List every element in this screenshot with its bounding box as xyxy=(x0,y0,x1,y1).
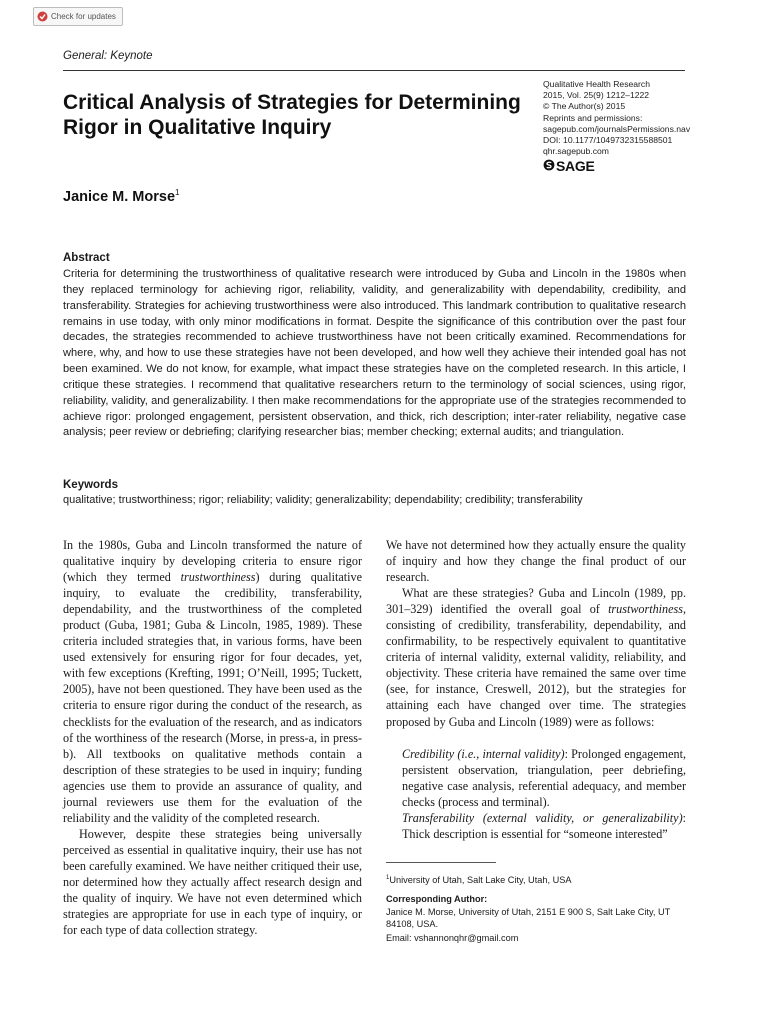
journal-doi[interactable]: DOI: 10.1177/1049732315588501 xyxy=(543,135,673,146)
text-run: , consisting of credibility, transferability, dependability, and confirmability, to be respectively equivalent to quantitative criteria of internal validity, external validity, reliability, and objectivity. These criteria have remained the same over time (see, for instance, Creswell, 2012), but the strategies for attaining each have changed over time. The strategies proposed by Guba and Lincoln (1989) were as follows: xyxy=(386,602,686,729)
article-title: Critical Analysis of Strategies for Determining Rigor in Qualitative Inquiry xyxy=(63,91,521,139)
body-paragraph: However, despite these strategies being universally perceived as essential in qualitative inquiry, their use has not been carefully examined. We have neither critiqued their use, nor determined how they actually affect research design and the quality of inquiry. We have not even determined which strategies are appropriate for use in each type of inquiry, or for each type of data collection strategy. xyxy=(63,826,362,938)
quote-credibility xyxy=(402,746,686,810)
emphasis: trustworthiness xyxy=(608,602,683,617)
corresponding-author-text: Janice M. Morse, University of Utah, 2151 E 900 S, Salt Lake City, UT 84108, USA. xyxy=(386,907,671,930)
body-paragraph xyxy=(63,537,362,826)
body-column-left xyxy=(63,537,362,938)
emphasis: Credibility (i.e., internal validity) xyxy=(402,746,565,761)
journal-info xyxy=(543,79,743,157)
sage-logo xyxy=(543,158,594,174)
sage-icon xyxy=(543,158,555,174)
sage-wordmark: SAGE xyxy=(556,158,595,174)
journal-name: Qualitative Health Research xyxy=(543,79,650,89)
text-run: ) during qualitative inquiry, to evaluate the credibility, transferability, dependability, and the trustworthiness of the completed product (Guba, 1981; Guba & Lincoln, 1985, 1989). These criteria included strategies that, in various forms, have been used extensively for ensuring rigor for four decades, yet, with few exceptions (Krefting, 1991; O’Neill, 1995; Tuckett, 2005), have not been questioned. They have been used as the criteria to ensure rigor during the conduct of the research, as checklists for the evaluation of the research, and as indicators of the worthiness of the research (Morse, in press-a, in press-b). All textbooks on qualitative methods contain a description of these strategies to be used in inquiry; funding agencies use them to provide an assurance of quality, and journal reviewers use them for the evaluation of the reliability and the validity of the completed research. xyxy=(63,570,362,825)
keywords-heading: Keywords xyxy=(63,479,118,491)
text-run: What are these strategies? Guba and Lincoln (1989, pp. 301–329) identified the overall goal of xyxy=(386,586,686,617)
author-name xyxy=(63,188,179,205)
journal-reprints: Reprints and permissions: xyxy=(543,112,643,123)
journal-copyright: © The Author(s) 2015 xyxy=(543,101,626,112)
author-affil-mark: 1 xyxy=(175,188,180,197)
header-rule xyxy=(63,70,685,71)
journal-volume: 2015, Vol. 25(9) 1212–1222 xyxy=(543,90,650,101)
abstract-text: Criteria for determining the trustworthiness of qualitative research were introduced by Guba and Lincoln in the 1980s when they replaced terminology for achieving rigor, reliability, validity, and generalizability with dependability, credibility, and transferability. Strategies for achieving trustworthiness were also introduced. This landmark contribution to qualitative research remains in use today, with only minor modifications in format. Despite the significance of this contribution over the past four decades, the strategies recommended to achieve trustworthiness have not been critically examined. Recommendations for where, why, and how to use these strategies have not been developed, and how well they achieve their intended goal has not been examined. We do not know, for example, what impact these strategies have on the completed research. In this article, I critique these strategies. I recommend that qualitative researchers return to the terminology of social sciences, using rigor, reliability, validity, and generalizability. I then make recommendations for the appropriate use of the strategies recommended to achieve rigor: prolonged engagement, persistent observation, and thick, rich description; inter-rater reliability, negative case analysis; peer review or debriefing; clarifying researcher bias; member checking; external audits; and triangulation. xyxy=(63,268,686,439)
check-for-updates-label: Check for updates xyxy=(51,12,116,21)
affiliation-text: University of Utah, Salt Lake City, Utah, USA xyxy=(389,875,572,885)
body-paragraph xyxy=(386,585,686,729)
check-for-updates-badge[interactable] xyxy=(33,7,123,26)
journal-url[interactable]: qhr.sagepub.com xyxy=(543,146,609,157)
section-label: General: Keynote xyxy=(63,50,153,62)
quote-transferability xyxy=(402,810,686,842)
corresponding-author-heading: Corresponding Author: xyxy=(386,894,488,904)
abstract-heading: Abstract xyxy=(63,252,110,264)
author-name-text: Janice M. Morse xyxy=(63,189,176,205)
text-run: : Thick description is essential for “someone interested” xyxy=(402,810,686,841)
affiliation-footnote xyxy=(386,872,686,886)
body-paragraph: We have not determined how they actually ensure the quality of inquiry and how they change the final product of our research. xyxy=(386,538,686,585)
footnote-mark: 1 xyxy=(386,875,390,881)
journal-permissions-link[interactable]: sagepub.com/journalsPermissions.nav xyxy=(543,123,691,134)
emphasis: trustworthiness xyxy=(180,570,256,585)
text-run: In the 1980s, Guba and Lincoln transformed the nature of qualitative inquiry by developing criteria to ensure rigor (which they termed xyxy=(63,538,362,585)
text-run: : Prolonged engagement, persistent observation, triangulation, peer debriefing, negative case analysis, referential adequacy, and member checks (process and terminal). xyxy=(402,746,686,809)
emphasis: Transferability (external validity, or generalizability) xyxy=(402,810,683,825)
crossmark-icon xyxy=(37,11,48,22)
corresponding-author-email[interactable]: Email: vshannonqhr@gmail.com xyxy=(386,933,519,943)
keywords-text: qualitative; trustworthiness; rigor; reliability; validity; generalizability; dependability; credibility; transferability xyxy=(63,494,583,506)
footnote-rule xyxy=(386,862,496,863)
body-column-right xyxy=(386,537,686,842)
